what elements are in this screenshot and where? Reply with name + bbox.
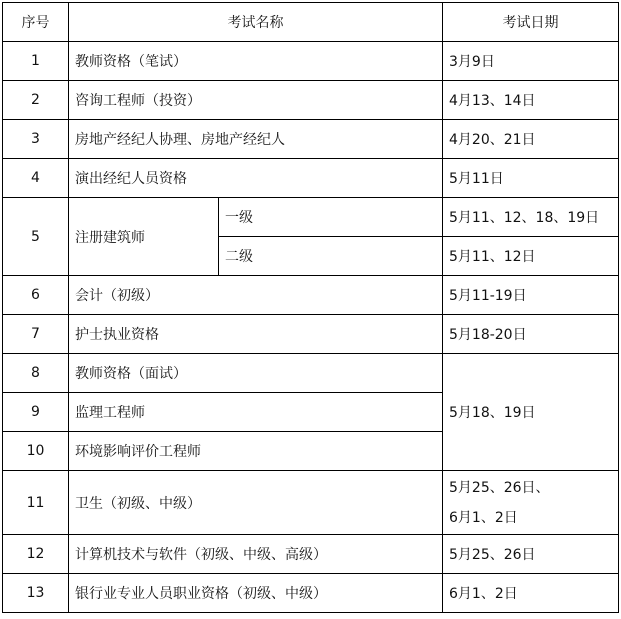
exam-date-line: 6月1、2日	[449, 509, 518, 526]
exam-name: 卫生（初级、中级）	[69, 471, 443, 535]
table-row	[3, 42, 619, 81]
exam-date: 5月11日	[443, 159, 619, 198]
table-row	[3, 471, 619, 535]
exam-name: 环境影响评价工程师	[69, 432, 443, 471]
table-row	[3, 276, 619, 315]
table-row	[3, 574, 619, 613]
row-number: 3	[3, 120, 69, 159]
exam-date: 6月1、2日	[443, 574, 619, 613]
row-number: 4	[3, 159, 69, 198]
header-exam-name: 考试名称	[69, 3, 443, 42]
exam-date: 4月20、21日	[443, 120, 619, 159]
exam-name: 会计（初级）	[69, 276, 443, 315]
row-number: 8	[3, 354, 69, 393]
exam-name: 教师资格（笔试）	[69, 42, 443, 81]
row-number: 6	[3, 276, 69, 315]
exam-name: 注册建筑师	[69, 198, 219, 276]
exam-name: 演出经纪人员资格	[69, 159, 443, 198]
row-number: 11	[3, 471, 69, 535]
row-number: 5	[3, 198, 69, 276]
exam-date-shared: 5月18、19日	[443, 354, 619, 471]
table-row	[3, 198, 619, 237]
table-row	[3, 159, 619, 198]
header-serial-number: 序号	[3, 3, 69, 42]
row-number: 12	[3, 535, 69, 574]
exam-name: 教师资格（面试）	[69, 354, 443, 393]
table-row	[3, 354, 619, 393]
exam-date: 4月13、14日	[443, 81, 619, 120]
exam-level: 一级	[219, 198, 443, 237]
header-exam-date: 考试日期	[443, 3, 619, 42]
row-number: 7	[3, 315, 69, 354]
row-number: 1	[3, 42, 69, 81]
table-row	[3, 81, 619, 120]
exam-name: 银行业专业人员职业资格（初级、中级）	[69, 574, 443, 613]
table-row	[3, 535, 619, 574]
row-number: 2	[3, 81, 69, 120]
exam-name: 计算机技术与软件（初级、中级、高级）	[69, 535, 443, 574]
exam-date: 5月11、12、18、19日	[443, 198, 619, 237]
exam-name: 房地产经纪人协理、房地产经纪人	[69, 120, 443, 159]
exam-date-line: 5月25、26日、	[449, 479, 550, 496]
exam-name: 咨询工程师（投资）	[69, 81, 443, 120]
row-number: 9	[3, 393, 69, 432]
exam-level: 二级	[219, 237, 443, 276]
exam-date: 3月9日	[443, 42, 619, 81]
row-number: 13	[3, 574, 69, 613]
exam-date: 5月11-19日	[443, 276, 619, 315]
exam-date	[443, 471, 619, 535]
exam-date: 5月25、26日	[443, 535, 619, 574]
table-row	[3, 120, 619, 159]
exam-name: 监理工程师	[69, 393, 443, 432]
row-number: 10	[3, 432, 69, 471]
exam-date: 5月11、12日	[443, 237, 619, 276]
table-row	[3, 315, 619, 354]
exam-date: 5月18-20日	[443, 315, 619, 354]
exam-schedule-table	[2, 2, 619, 613]
table-header-row	[3, 3, 619, 42]
exam-name: 护士执业资格	[69, 315, 443, 354]
